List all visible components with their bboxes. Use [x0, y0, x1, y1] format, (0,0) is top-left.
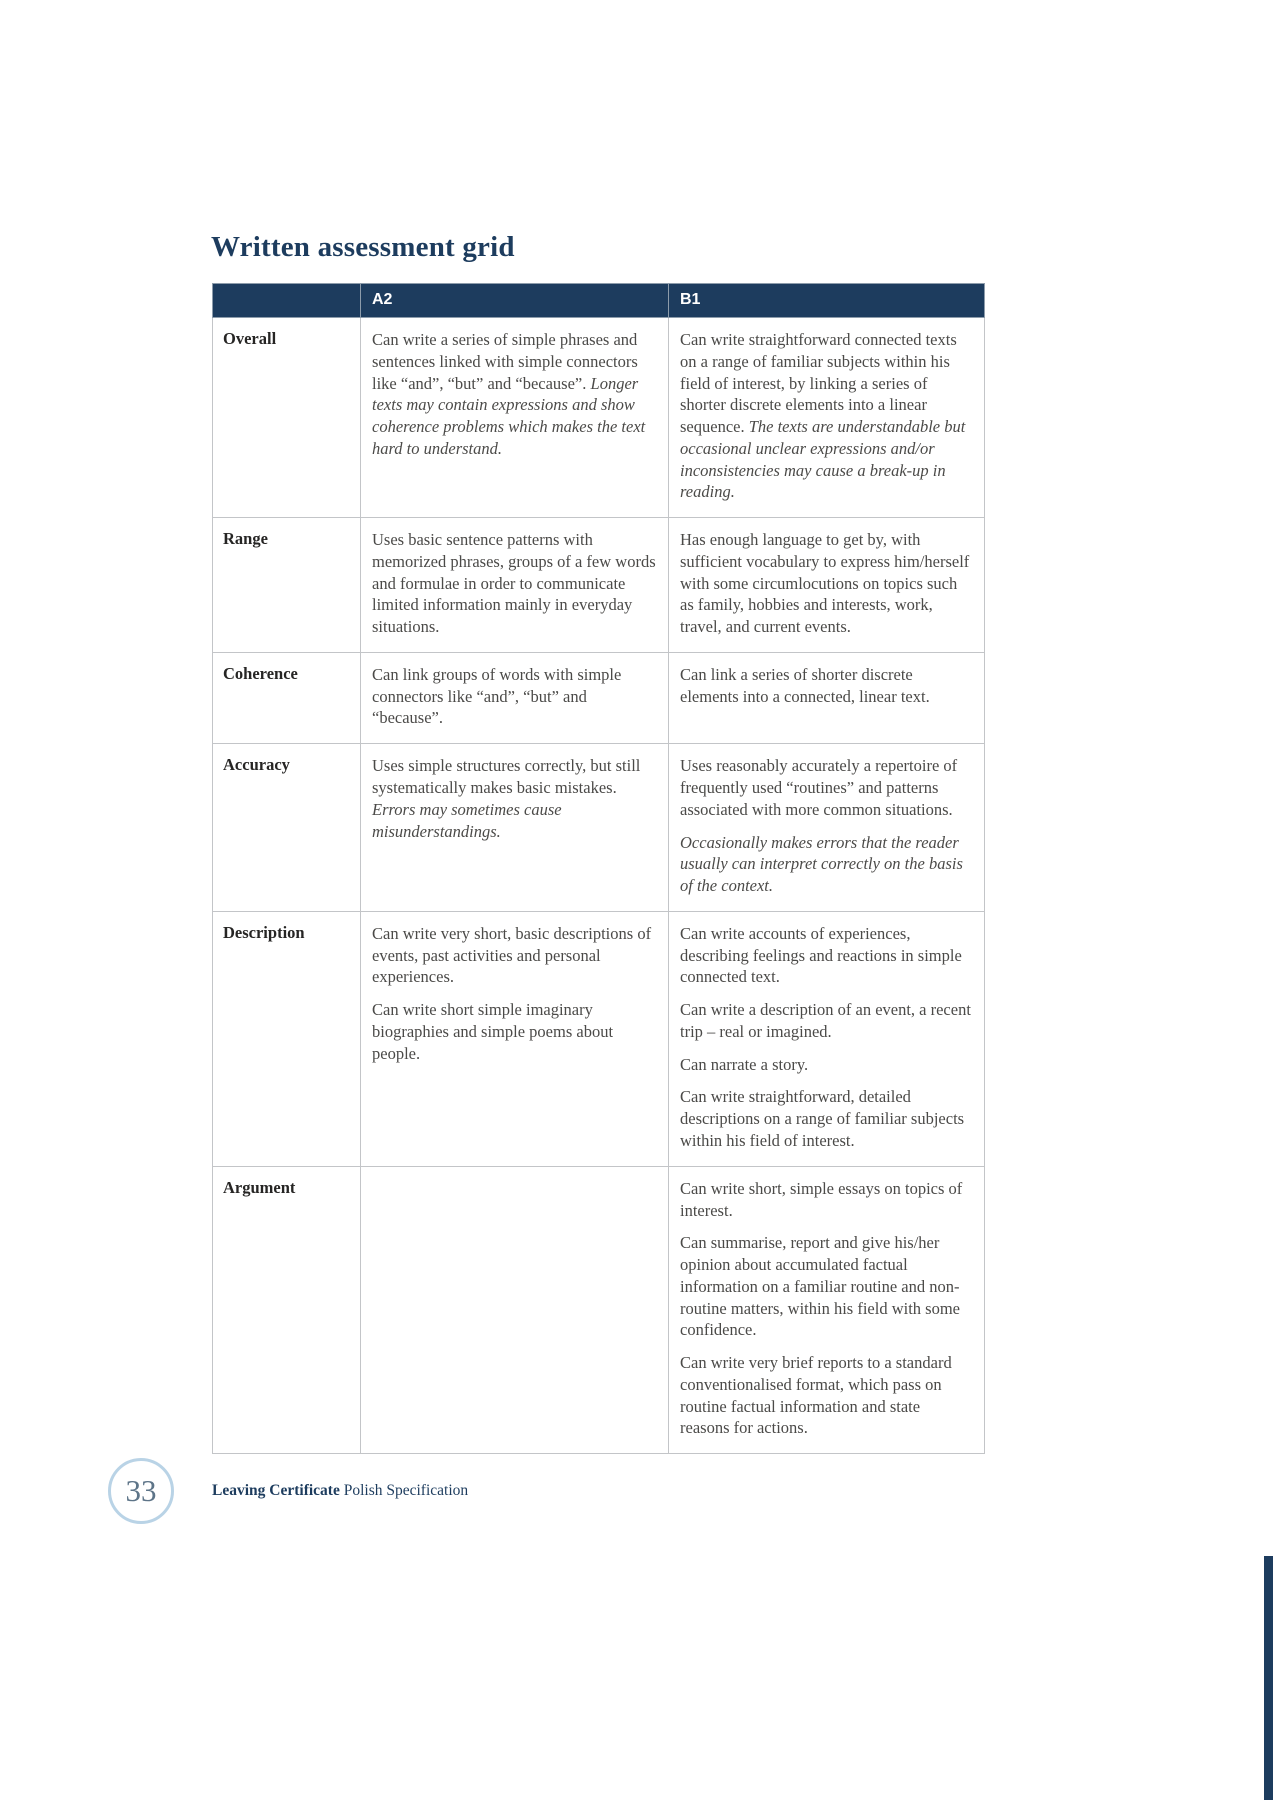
page-number: 33 [125, 1473, 157, 1508]
table-row [213, 652, 985, 743]
text-run: Can write a description of an event, a recent trip – real or imagined. [680, 1000, 971, 1041]
text-run: Can link a series of shorter discrete elements into a connected, linear text. [680, 664, 930, 706]
cell-paragraph [680, 755, 972, 820]
row-label: Accuracy [213, 744, 361, 912]
cell-paragraph [372, 999, 656, 1064]
cell-b1 [669, 744, 985, 912]
cell-paragraph [680, 1054, 972, 1076]
table-body [213, 318, 985, 1454]
row-label: Argument [213, 1166, 361, 1453]
text-run: Has enough language to get by, with sufficient vocabulary to express him/herself with some circumlocutions on topics such as family, hobbies and interests, work, travel, and current events. [680, 530, 970, 637]
text-run: Can narrate a story. [680, 1054, 809, 1074]
row-label: Coherence [213, 652, 361, 743]
cell-a2 [361, 652, 669, 743]
document-footer-title [212, 1482, 468, 1500]
text-run: Uses basic sentence patterns with memorized phrases, groups of a few words and formulae in order to communicate limited information mainly in everyday situations. [372, 530, 656, 637]
row-label: Range [213, 518, 361, 653]
header-column-b1: B1 [669, 284, 985, 318]
cell-a2 [361, 1166, 669, 1453]
italic-text-run: Occasionally makes errors that the reader usually can interpret correctly on the basis of the context. [680, 832, 963, 896]
text-run: Can write straightforward, detailed descriptions on a range of familiar subjects within his field of interest. [680, 1087, 965, 1150]
page-number-badge [108, 1458, 174, 1524]
doc-title-bold: Leaving Certificate [212, 1482, 340, 1499]
text-run: Uses simple structures correctly, but still systematically makes basic mistakes. [372, 756, 641, 798]
cell-b1 [669, 911, 985, 1166]
table-row [213, 911, 985, 1166]
cell-paragraph [680, 529, 972, 638]
cell-paragraph [680, 329, 972, 503]
row-label: Overall [213, 318, 361, 518]
table-row [213, 1166, 985, 1453]
cell-paragraph [680, 832, 972, 897]
text-run: Can write short, simple essays on topics of interest. [680, 1178, 963, 1220]
text-run: Can summarise, report and give his/her opinion about accumulated factual information on a familiar routine and non-routine matters, within his field with some confidence. [680, 1233, 961, 1340]
cell-paragraph [372, 329, 656, 460]
text-run: Can write very short, basic descriptions of events, past activities and personal experiences. [372, 923, 652, 987]
text-run: Can write a series of simple phrases and sentences linked with simple connectors like “and”, “but” and “because”. [372, 330, 638, 393]
cell-paragraph [680, 1352, 972, 1439]
cell-paragraph [372, 923, 656, 988]
header-empty-cell [213, 284, 361, 318]
cell-paragraph [680, 1178, 972, 1222]
cell-a2 [361, 518, 669, 653]
table-header-row [213, 284, 985, 318]
text-run: Can link groups of words with simple connectors like “and”, “but” and “because”. [372, 664, 622, 728]
cell-a2 [361, 318, 669, 518]
cell-paragraph [372, 755, 656, 842]
text-run: Can write very brief reports to a standard conventionalised format, which pass on routine factual information and state reasons for actions. [680, 1353, 952, 1438]
table-row [213, 318, 985, 518]
cell-b1 [669, 652, 985, 743]
cell-b1 [669, 1166, 985, 1453]
page-title: Written assessment grid [211, 231, 515, 263]
doc-title-regular: Polish Specification [343, 1482, 469, 1499]
table-row [213, 744, 985, 912]
cell-b1 [669, 518, 985, 653]
text-run: Can write accounts of experiences, describing feelings and reactions in simple connected text. [680, 923, 962, 987]
italic-text-run: Errors may sometimes cause misunderstandings. [372, 799, 562, 841]
text-run: Can write straightforward connected texts on a range of familiar subjects within his field of interest, by linking a series of shorter discrete elements into a linear sequence. [680, 330, 957, 437]
assessment-grid-table [212, 283, 985, 1454]
italic-text-run: The texts are understandable but occasional unclear expressions and/or inconsistencies may cause a break-up in reading. [680, 417, 966, 502]
table-row [213, 518, 985, 653]
header-column-a2: A2 [361, 284, 669, 318]
cell-paragraph [372, 529, 656, 638]
text-run: Uses reasonably accurately a repertoire of frequently used “routines” and patterns associated with more common situations. [680, 756, 958, 819]
italic-text-run: Longer texts may contain expressions and show coherence problems which makes the text hard to understand. [372, 373, 646, 458]
cell-b1 [669, 318, 985, 518]
cell-a2 [361, 911, 669, 1166]
cell-paragraph [680, 923, 972, 988]
cell-paragraph [680, 1232, 972, 1341]
cell-paragraph [680, 1086, 972, 1151]
page-edge-accent-bar [1264, 1556, 1273, 1800]
row-label: Description [213, 911, 361, 1166]
cell-paragraph [680, 664, 972, 708]
cell-paragraph [680, 999, 972, 1043]
text-run: Can write short simple imaginary biographies and simple poems about people. [372, 1000, 614, 1063]
cell-a2 [361, 744, 669, 912]
cell-paragraph [372, 664, 656, 729]
